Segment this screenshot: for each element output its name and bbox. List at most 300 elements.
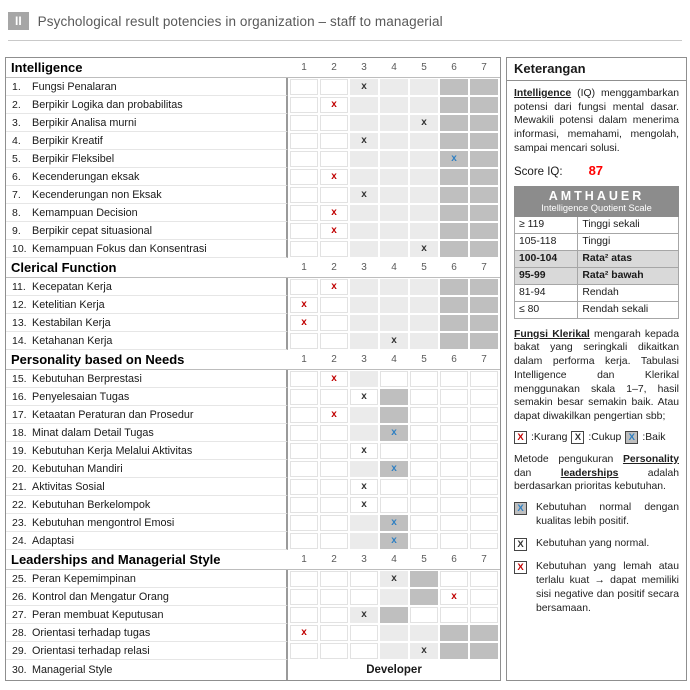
column-number: 6 (451, 262, 457, 273)
item-number: 26. (12, 590, 27, 603)
section-number-badge: II (8, 12, 29, 30)
column-number: 7 (481, 554, 487, 565)
legend-item-weak-strong: X Kebutuhan yang lemah atau terlalu kuat → dapat memiliki sisi negative dan positif secara bersamaan. (514, 560, 679, 615)
row-label (6, 204, 288, 222)
item-label: Peran Kepemimpinan (32, 572, 136, 585)
intelligence-paragraph (514, 87, 679, 156)
grid-cell (350, 169, 378, 185)
grid-cell (410, 315, 438, 331)
grid-cell (350, 589, 378, 605)
grid-cell (440, 169, 468, 185)
grid-cell (320, 533, 348, 549)
grid-cell (440, 533, 468, 549)
x-mark: x (451, 591, 457, 602)
item-label: Adaptasi (32, 534, 75, 547)
grid-cell (440, 79, 468, 95)
item-label: Kebutuhan Berkelompok (32, 498, 151, 511)
table-row (6, 370, 500, 388)
table-row (6, 406, 500, 424)
x-mark: x (391, 335, 397, 346)
amthauer-table (514, 186, 679, 319)
grid-cell (320, 169, 348, 185)
section-title: Intelligence (11, 60, 83, 75)
item-label: Berpikir Fleksibel (32, 152, 115, 165)
grid-cell (350, 479, 378, 495)
grid-cell (410, 625, 438, 641)
grid-cell (290, 407, 318, 423)
grid-cell (350, 333, 378, 349)
grid-cell (440, 497, 468, 513)
table-row (6, 296, 500, 314)
column-number: 5 (421, 554, 427, 565)
grid-cell (350, 115, 378, 131)
rating-grid (288, 406, 500, 424)
grid-cell (470, 97, 498, 113)
grid-cell (350, 133, 378, 149)
x-mark: x (361, 445, 367, 456)
grid-cell (290, 461, 318, 477)
grid-cell (440, 461, 468, 477)
x-mark: x (361, 609, 367, 620)
row-label (6, 406, 288, 424)
legend-kurang-label: :Kurang (531, 431, 568, 443)
section-header (6, 350, 500, 370)
grid-cell (320, 497, 348, 513)
grid-cell (470, 479, 498, 495)
amthauer-row: 81-94 Rendah (515, 284, 679, 301)
item-number: 6. (12, 170, 21, 183)
grid-cell (380, 97, 408, 113)
grid-cell (350, 407, 378, 423)
x-mark-blue-icon: X (514, 502, 527, 515)
grid-cell (410, 297, 438, 313)
grid-cell (440, 571, 468, 587)
grid-cell (410, 443, 438, 459)
klerikal-paragraph (514, 328, 679, 424)
item-label: Ketaatan Peraturan dan Prosedur (32, 408, 194, 421)
rating-grid (288, 478, 500, 496)
x-mark: x (331, 207, 337, 218)
grid-cell (320, 425, 348, 441)
grid-cell (440, 333, 468, 349)
column-number: 3 (361, 262, 367, 273)
intelligence-term: Intelligence (514, 88, 572, 99)
table-row (6, 114, 500, 132)
grid-cell (470, 497, 498, 513)
page-title: Psychological result potencies in organization – staff to managerial (37, 13, 443, 29)
grid-cell (440, 205, 468, 221)
grid-cell (440, 241, 468, 257)
column-numbers (288, 554, 500, 565)
section-title: Personality based on Needs (11, 352, 185, 367)
legend-item-normal: X Kebutuhan yang normal. (514, 537, 679, 551)
klerikal-term: Fungsi Klerikal (514, 328, 590, 340)
x-mark: x (391, 463, 397, 474)
grid-cell (350, 571, 378, 587)
x-mark: x (451, 153, 457, 164)
column-number: 4 (391, 62, 397, 73)
grid-cell (380, 407, 408, 423)
table-row (6, 478, 500, 496)
column-number: 2 (331, 262, 337, 273)
rating-grid (288, 204, 500, 222)
row-label (6, 496, 288, 514)
grid-cell (410, 533, 438, 549)
rating-grid (288, 132, 500, 150)
grid-cell (470, 297, 498, 313)
grid-cell (380, 389, 408, 405)
grid-cell (410, 97, 438, 113)
rating-grid (288, 240, 500, 258)
item-number: 13. (12, 316, 27, 329)
grid-cell (410, 515, 438, 531)
legend-item-normal-positive: X Kebutuhan normal dengan kualitas lebih positif. (514, 501, 679, 528)
grid-cell (350, 497, 378, 513)
grid-cell (470, 515, 498, 531)
item-label: Peran membuat Keputusan (32, 608, 164, 621)
item-number: 3. (12, 116, 21, 129)
managerial-style-row (6, 660, 500, 680)
grid-cell (290, 279, 318, 295)
metode-paragraph: Metode pengukuran Personality dan leaderships adalah berdasarkan prioritas kebutuhan. (514, 453, 679, 493)
item-label: Orientasi terhadap relasi (32, 644, 150, 657)
item-label: Kebutuhan Berprestasi (32, 372, 142, 385)
column-number: 1 (301, 262, 307, 273)
amthauer-row: ≤ 80 Rendah sekali (515, 301, 679, 318)
rating-grid (288, 514, 500, 532)
grid-cell (470, 425, 498, 441)
x-mark-blue-icon: X (625, 431, 638, 444)
row-label (6, 278, 288, 296)
grid-cell (470, 333, 498, 349)
grid-cell (470, 625, 498, 641)
x-mark: x (331, 171, 337, 182)
grid-cell (440, 315, 468, 331)
grid-cell (440, 515, 468, 531)
row-label (6, 642, 288, 660)
x-mark-red-icon: X (514, 561, 527, 574)
row-label (6, 478, 288, 496)
column-number: 3 (361, 62, 367, 73)
row-label (6, 78, 288, 96)
grid-cell (470, 607, 498, 623)
header-divider (8, 40, 682, 41)
legend-baik-label: :Baik (642, 431, 666, 443)
scale-legend (514, 431, 679, 444)
row-label (6, 460, 288, 478)
section-header (6, 58, 500, 78)
grid-cell (290, 187, 318, 203)
personality-term: Personality (622, 453, 679, 465)
grid-cell (320, 571, 348, 587)
grid-cell (320, 333, 348, 349)
managerial-style-value: Developer (366, 664, 422, 676)
grid-cell (290, 497, 318, 513)
item-label: Kecenderungan eksak (32, 170, 140, 183)
grid-cell (380, 315, 408, 331)
grid-cell (350, 97, 378, 113)
grid-cell (290, 315, 318, 331)
x-mark: x (331, 409, 337, 420)
x-mark: x (391, 535, 397, 546)
item-label: Ketelitian Kerja (32, 298, 105, 311)
row-label (6, 222, 288, 240)
row-label (6, 660, 288, 680)
item-label: Ketahanan Kerja (32, 334, 113, 347)
grid-cell (470, 169, 498, 185)
grid-cell (380, 115, 408, 131)
amthauer-subtitle: Intelligence Quotient Scale (541, 202, 652, 213)
item-label: Berpikir Kreatif (32, 134, 103, 147)
rating-grid (288, 570, 500, 588)
grid-cell (290, 223, 318, 239)
x-mark: x (391, 573, 397, 584)
grid-cell (380, 571, 408, 587)
item-label: Kebutuhan Mandiri (32, 462, 123, 475)
grid-cell (440, 425, 468, 441)
item-label: Orientasi terhadap tugas (32, 626, 151, 639)
rating-grid (288, 222, 500, 240)
grid-cell (470, 443, 498, 459)
grid-cell (380, 169, 408, 185)
rating-grid (288, 96, 500, 114)
grid-cell (470, 643, 498, 659)
grid-cell (350, 223, 378, 239)
grid-cell (320, 205, 348, 221)
column-number: 4 (391, 354, 397, 365)
grid-cell (290, 297, 318, 313)
grid-cell (320, 443, 348, 459)
rating-grid (288, 114, 500, 132)
grid-cell (470, 589, 498, 605)
row-label (6, 424, 288, 442)
grid-cell (410, 643, 438, 659)
grid-cell (470, 79, 498, 95)
column-number: 2 (331, 554, 337, 565)
grid-cell (410, 79, 438, 95)
x-mark: x (331, 281, 337, 292)
grid-cell (350, 625, 378, 641)
column-number: 2 (331, 62, 337, 73)
grid-cell (410, 333, 438, 349)
row-label (6, 606, 288, 624)
grid-cell (440, 607, 468, 623)
grid-cell (320, 643, 348, 659)
grid-cell (440, 151, 468, 167)
grid-cell (320, 297, 348, 313)
table-row (6, 332, 500, 350)
table-row (6, 642, 500, 660)
grid-cell (350, 315, 378, 331)
grid-cell (410, 589, 438, 605)
grid-cell (290, 115, 318, 131)
grid-cell (410, 115, 438, 131)
amthauer-row: ≥ 119 Tinggi sekali (515, 216, 679, 233)
grid-cell (320, 371, 348, 387)
item-number: 18. (12, 426, 27, 439)
grid-cell (290, 205, 318, 221)
x-mark: x (391, 517, 397, 528)
item-number: 23. (12, 516, 27, 529)
grid-cell (440, 407, 468, 423)
grid-cell (320, 97, 348, 113)
row-label (6, 150, 288, 168)
item-label: Fungsi Penalaran (32, 80, 117, 93)
grid-cell (470, 571, 498, 587)
item-label: Aktivitas Sosial (32, 480, 105, 493)
row-label (6, 186, 288, 204)
grid-cell (380, 79, 408, 95)
rating-grid (288, 588, 500, 606)
grid-cell (320, 151, 348, 167)
table-row (6, 78, 500, 96)
grid-cell (410, 241, 438, 257)
row-label (6, 442, 288, 460)
grid-cell (380, 205, 408, 221)
table-row (6, 388, 500, 406)
grid-cell (290, 443, 318, 459)
column-number: 6 (451, 554, 457, 565)
row-label (6, 370, 288, 388)
potency-table (5, 57, 501, 681)
row-label (6, 388, 288, 406)
table-row (6, 204, 500, 222)
x-mark: x (421, 117, 427, 128)
grid-cell (290, 571, 318, 587)
row-label (6, 514, 288, 532)
table-row (6, 588, 500, 606)
grid-cell (290, 625, 318, 641)
rating-grid (288, 532, 500, 550)
grid-cell (320, 279, 348, 295)
grid-cell (320, 461, 348, 477)
grid-cell (440, 223, 468, 239)
rating-grid (288, 168, 500, 186)
grid-cell (410, 133, 438, 149)
table-row (6, 150, 500, 168)
rating-grid (288, 606, 500, 624)
item-number: 14. (12, 334, 27, 347)
grid-cell (410, 279, 438, 295)
grid-cell (440, 187, 468, 203)
grid-cell (290, 97, 318, 113)
grid-cell (470, 315, 498, 331)
grid-cell (320, 389, 348, 405)
grid-cell (290, 151, 318, 167)
section-title: Leaderships and Managerial Style (11, 552, 221, 567)
intelligence-text: (IQ) menggambarkan potensi dari fungsi mental dasar. Mewakili potensi dalam menerima informasi, memahami, mengolah, sampai mencari solusi. (514, 88, 679, 154)
grid-cell (350, 205, 378, 221)
grid-cell (380, 371, 408, 387)
row-label (6, 570, 288, 588)
grid-cell (320, 515, 348, 531)
item-number: 10. (12, 242, 27, 255)
column-number: 1 (301, 354, 307, 365)
grid-cell (290, 643, 318, 659)
grid-cell (350, 79, 378, 95)
grid-cell (290, 607, 318, 623)
rating-grid (288, 424, 500, 442)
grid-cell (320, 241, 348, 257)
x-mark: x (361, 499, 367, 510)
grid-cell (290, 333, 318, 349)
grid-cell (380, 625, 408, 641)
grid-cell (470, 241, 498, 257)
grid-cell (320, 187, 348, 203)
rating-grid (288, 460, 500, 478)
grid-cell (410, 461, 438, 477)
rating-grid (288, 642, 500, 660)
grid-cell (350, 389, 378, 405)
x-mark: x (361, 189, 367, 200)
grid-cell (410, 389, 438, 405)
grid-cell (410, 607, 438, 623)
grid-cell (350, 371, 378, 387)
table-row (6, 278, 500, 296)
item-number: 11. (12, 280, 26, 293)
grid-cell (470, 133, 498, 149)
grid-cell (440, 115, 468, 131)
item-label: Berpikir Logika dan probabilitas (32, 98, 183, 111)
item-label: Penyelesaian Tugas (32, 390, 130, 403)
grid-cell (320, 607, 348, 623)
x-mark: x (361, 481, 367, 492)
column-number: 3 (361, 354, 367, 365)
x-mark: x (331, 225, 337, 236)
grid-cell (350, 607, 378, 623)
x-mark-black-icon: X (571, 431, 584, 444)
grid-cell (470, 461, 498, 477)
amthauer-row: 95-99 Rata² bawah (515, 267, 679, 284)
rating-grid (288, 278, 500, 296)
grid-cell (440, 625, 468, 641)
item-number: 22. (12, 498, 27, 511)
rating-grid (288, 624, 500, 642)
item-number: 20. (12, 462, 27, 475)
grid-cell (290, 425, 318, 441)
item-label: Berpikir Analisa murni (32, 116, 137, 129)
item-number: 29. (12, 644, 27, 657)
section-header (6, 258, 500, 278)
score-iq-line (514, 163, 679, 178)
grid-cell (350, 643, 378, 659)
grid-cell (440, 133, 468, 149)
table-row (6, 240, 500, 258)
table-row (6, 496, 500, 514)
item-number: 4. (12, 134, 21, 147)
grid-cell (290, 79, 318, 95)
keterangan-panel (506, 57, 687, 681)
item-number: 24. (12, 534, 27, 547)
grid-cell (380, 425, 408, 441)
grid-cell (440, 589, 468, 605)
grid-cell (350, 425, 378, 441)
grid-cell (380, 589, 408, 605)
grid-cell (470, 115, 498, 131)
grid-cell (470, 389, 498, 405)
x-mark: x (421, 645, 427, 656)
grid-cell (470, 279, 498, 295)
grid-cell (470, 223, 498, 239)
x-mark: x (301, 299, 307, 310)
page-header (8, 10, 682, 32)
item-label: Kebutuhan mengontrol Emosi (32, 516, 175, 529)
item-number: 15. (12, 372, 27, 385)
grid-cell (290, 133, 318, 149)
grid-cell (350, 443, 378, 459)
item-number: 16. (12, 390, 27, 403)
table-row (6, 424, 500, 442)
